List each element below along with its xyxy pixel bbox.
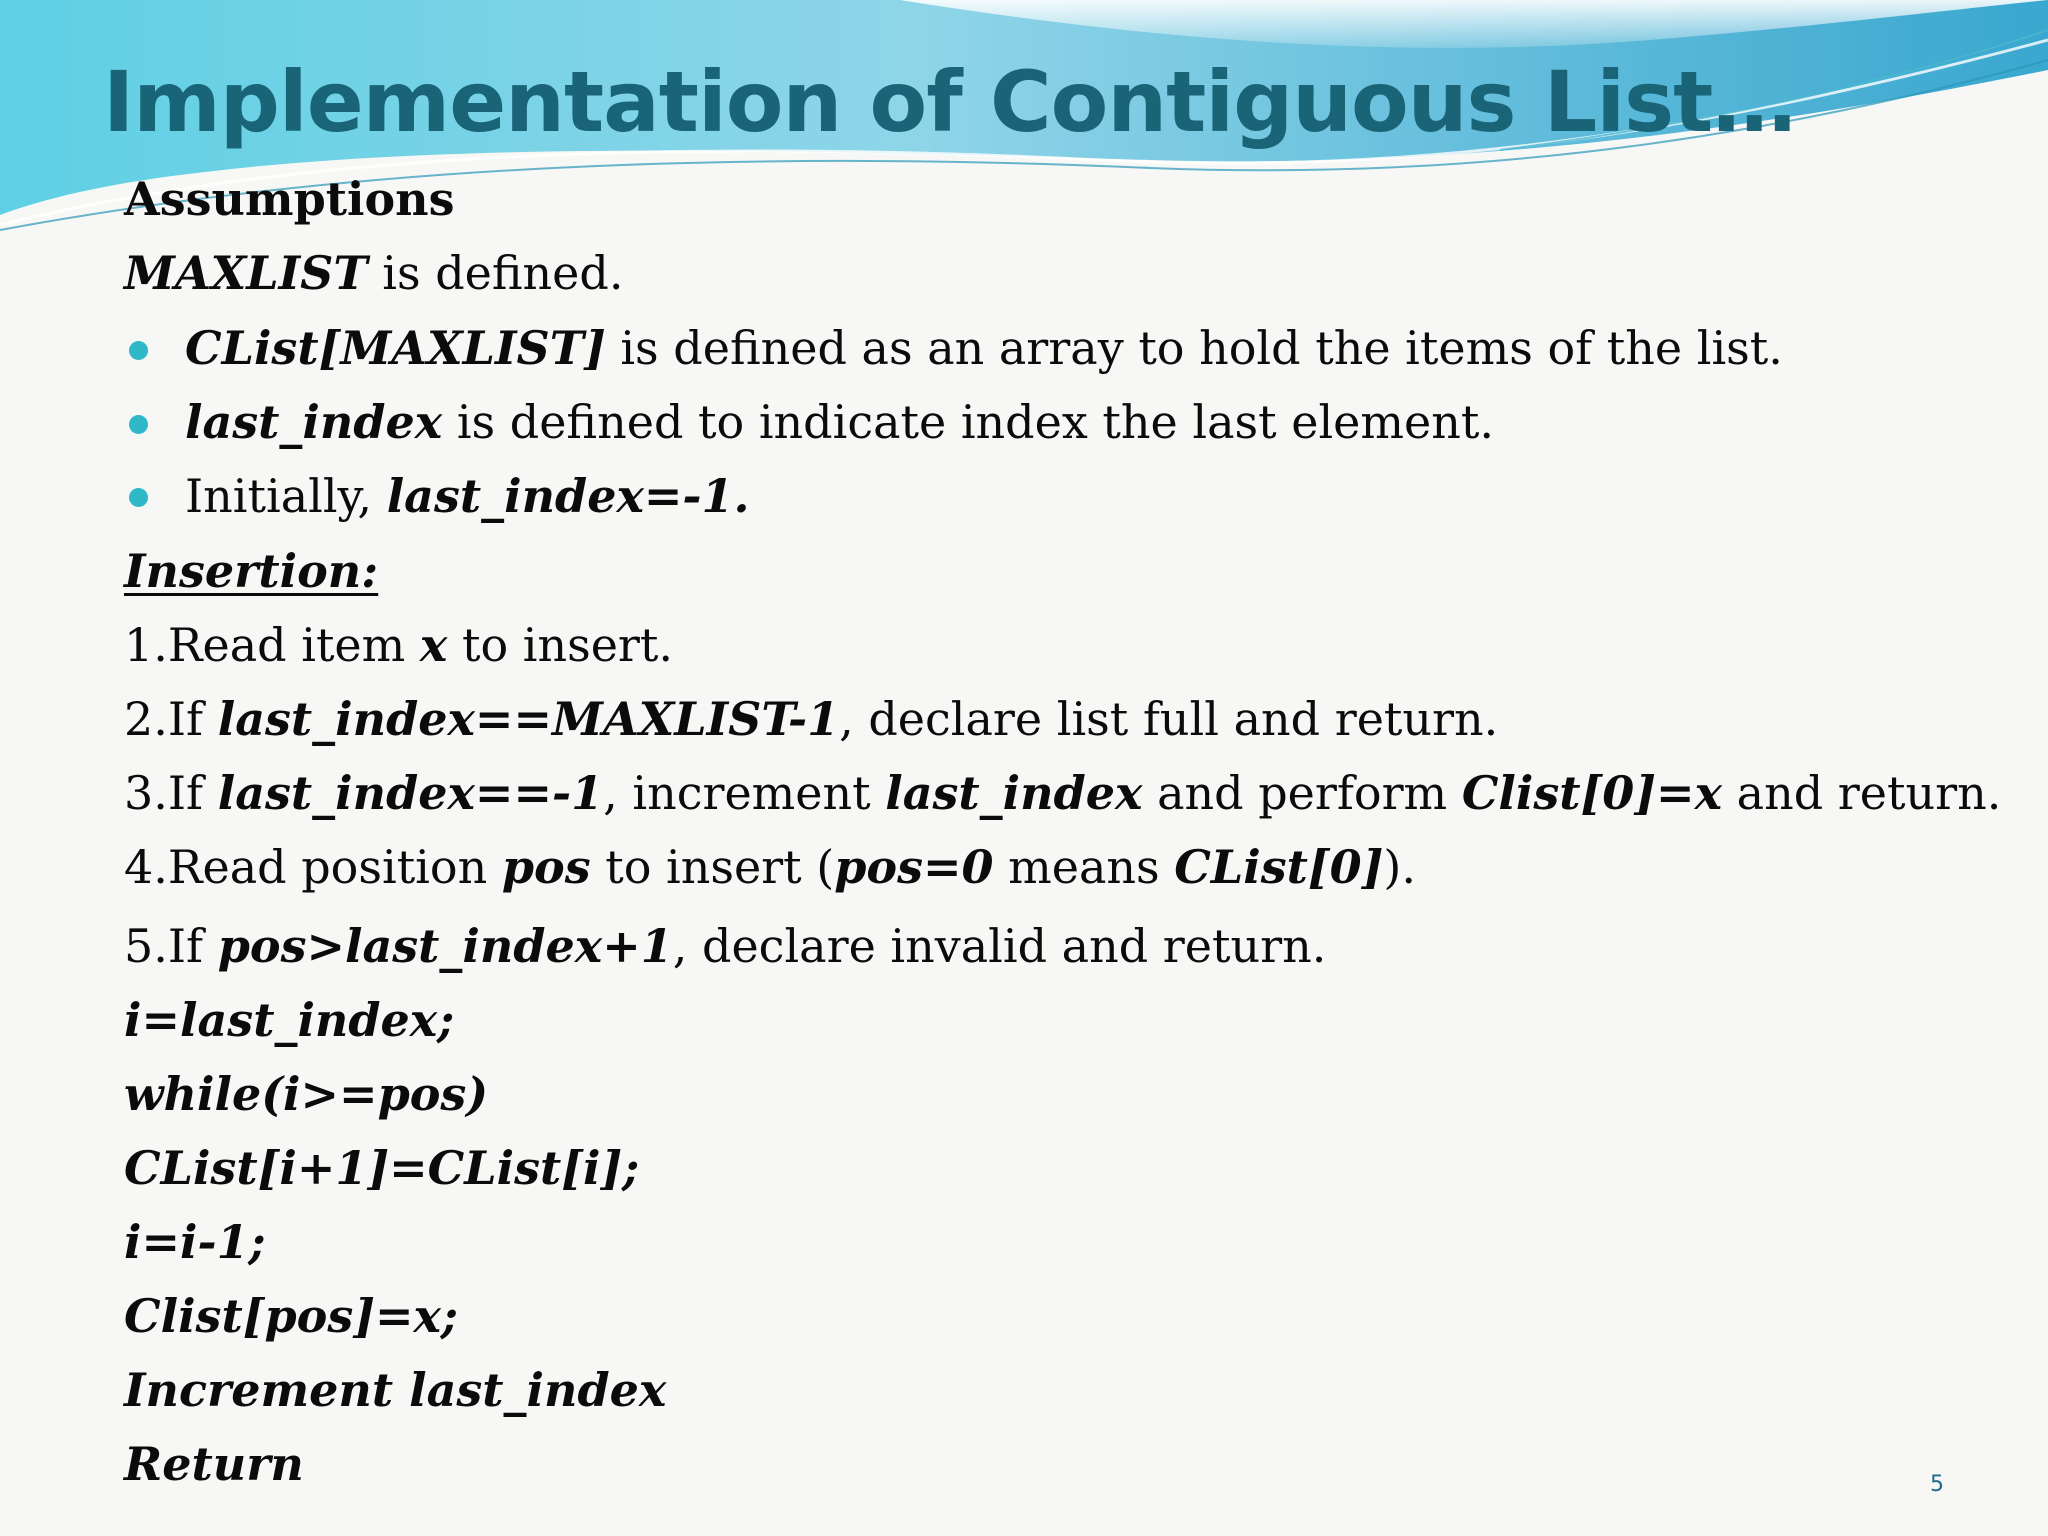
step-item [124, 918, 1326, 974]
bullet-dot [129, 415, 148, 434]
step-term: pos=0 [834, 840, 994, 894]
maxlist-line [124, 245, 623, 301]
bullet-item [185, 320, 1783, 376]
step-term: pos [501, 840, 591, 894]
step-term: CList[0] [1174, 840, 1384, 894]
step-term: Clist[0]=x [1461, 766, 1723, 820]
step-text: , declare list full and return. [839, 692, 1499, 746]
code-line: CList[i+1]=CList[i]; [124, 1141, 640, 1195]
step-text: ). [1383, 840, 1416, 894]
step-item [124, 617, 673, 673]
bullet-text: Initially, [185, 469, 387, 523]
step-text: 2.If [124, 692, 218, 746]
bullet-term: CList[MAXLIST] [185, 321, 606, 375]
step-term: last_index [885, 766, 1143, 820]
maxlist-rest: is defined. [367, 246, 624, 300]
maxlist-term: MAXLIST [124, 246, 368, 300]
step-text: to insert ( [590, 840, 835, 894]
step-term: last_index==MAXLIST-1 [217, 692, 840, 746]
bullet-item [185, 468, 750, 524]
code-line: Clist[pos]=x; [124, 1289, 458, 1343]
code-line: i=last_index; [124, 993, 455, 1047]
bullet-term: last_index [185, 395, 443, 449]
code-line: Increment last_index [124, 1363, 667, 1417]
step-text: 4.Read position [124, 840, 502, 894]
assumptions-heading: Assumptions [124, 172, 455, 226]
step-text: to insert. [447, 618, 674, 672]
step-text: and return. [1722, 766, 2002, 820]
step-text: , increment [603, 766, 886, 820]
bullet-dot [129, 488, 148, 507]
step-text: 5.If [124, 919, 218, 973]
step-term: pos>last_index+1 [217, 919, 673, 973]
step-text: , declare invalid and return. [672, 919, 1327, 973]
bullet-term-rest: =-1. [643, 469, 750, 523]
step-term: last_index==-1 [217, 766, 604, 820]
step-item [124, 765, 2001, 821]
step-item [124, 691, 1498, 747]
step-term: x [419, 618, 448, 672]
bullet-dot [129, 341, 148, 360]
bullet-term: last_index [386, 469, 644, 523]
step-text: means [993, 840, 1175, 894]
step-text: 1.Read item [124, 618, 420, 672]
step-item [124, 839, 1416, 895]
step-text: and perform [1142, 766, 1462, 820]
code-line: while(i>=pos) [124, 1067, 489, 1121]
insertion-heading: Insertion: [124, 544, 379, 598]
page-number: 5 [1930, 1472, 1944, 1497]
code-line: Return [124, 1437, 304, 1491]
bullet-item [185, 394, 1494, 450]
bullet-text: is defined as an array to hold the items of the list. [605, 321, 1783, 375]
step-text: 3.If [124, 766, 218, 820]
bullet-text: is defined to indicate index the last element. [442, 395, 1494, 449]
code-line: i=i-1; [124, 1215, 266, 1269]
slide-title: Implementation of Contiguous List… [103, 53, 1796, 151]
